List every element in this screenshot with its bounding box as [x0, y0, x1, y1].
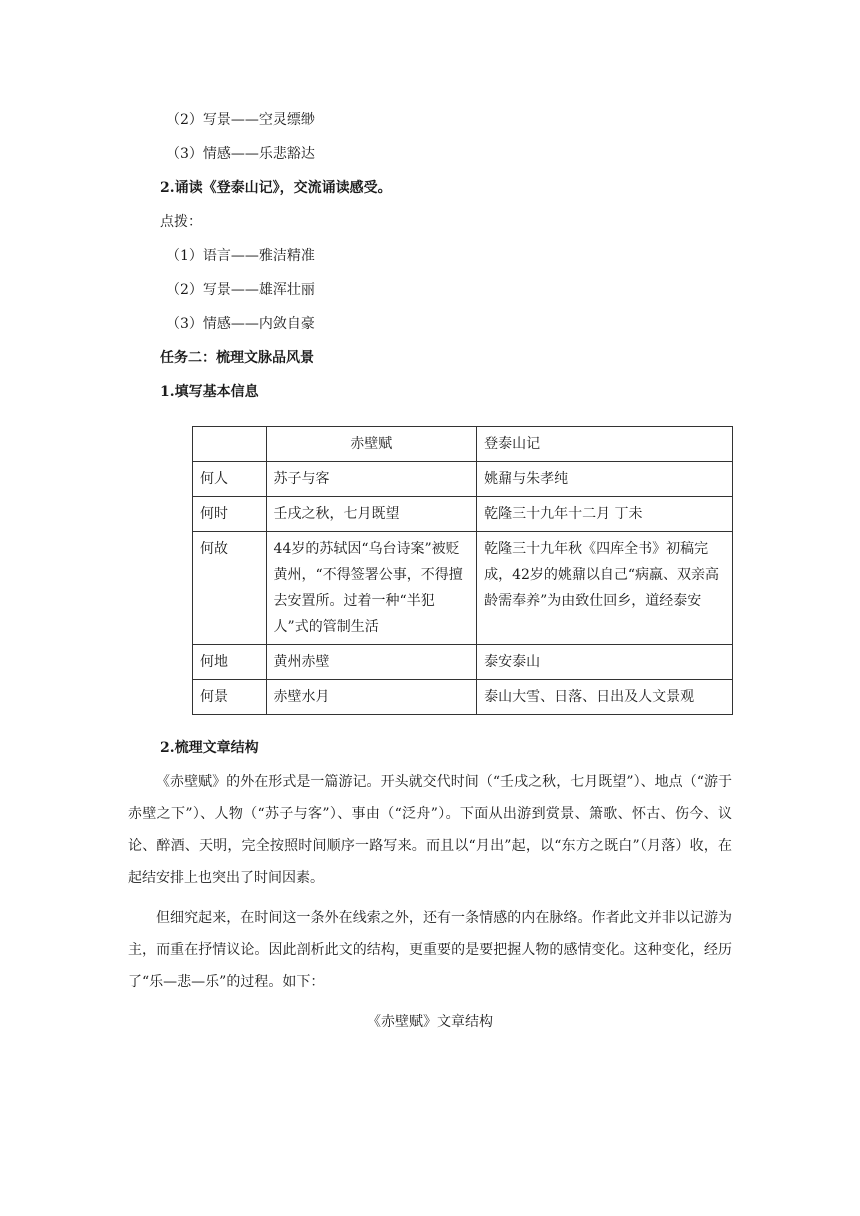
table-header-cell: 登泰山记	[477, 427, 733, 462]
table-cell: 壬戌之秋，七月既望	[266, 497, 477, 532]
tip-label: 点拨：	[160, 214, 202, 230]
recite-heading: 2.诵读《登泰山记》，交流诵读感受。	[160, 180, 392, 196]
table-row	[193, 462, 733, 497]
tip-emotion-line: （3）情感——内敛自豪	[166, 316, 315, 332]
table-cell: 赤壁水月	[266, 680, 477, 715]
table-cell: 泰山大雪、日落、日出及人文景观	[477, 680, 733, 715]
table-cell: 何地	[193, 645, 267, 680]
table-header-cell: 赤壁赋	[266, 427, 477, 462]
table-cell: 苏子与客	[266, 462, 477, 497]
info-table	[192, 426, 733, 715]
table-cell: 泰安泰山	[477, 645, 733, 680]
intro-emotion-line: （3）情感——乐悲豁达	[166, 146, 315, 162]
tip-view-line: （2）写景——雄浑壮丽	[166, 282, 315, 298]
table-cell: 何时	[193, 497, 267, 532]
fill-info-heading: 1.填写基本信息	[160, 384, 259, 400]
table-cell: 何故	[193, 532, 267, 645]
table-cell: 何景	[193, 680, 267, 715]
table-row	[193, 680, 733, 715]
paragraph-time-thread: 《赤壁赋》的外在形式是一篇游记。开头就交代时间（“壬戌之秋，七月既望”）、地点（“游于赤壁之下”）、人物（“苏子与客”）、事由（“泛舟”）。下面从出游到赏景、箫歌、怀古、伤今、议论、醉酒、天明，完全按照时间顺序一路写来。而且以“月出”起，以“东方之既白”（月落）收，在起结安排上也突出了时间因素。	[128, 774, 732, 886]
paragraph-emotion-thread: 但细究起来，在时间这一条外在线索之外，还有一条情感的内在脉络。作者此文并非以记游为主，而重在抒情议论。因此剖析此文的结构，更重要的是要把握人物的感情变化。这种变化，经历了“乐—悲—乐”的过程。如下：	[128, 910, 732, 990]
table-cell: 何人	[193, 462, 267, 497]
tip-language-line: （1）语言——雅洁精准	[166, 248, 315, 264]
intro-view-line: （2）写景——空灵缥缈	[166, 112, 315, 128]
structure-caption: 《赤壁赋》文章结构	[367, 1014, 493, 1030]
table-row	[193, 532, 733, 645]
structure-heading: 2.梳理文章结构	[160, 740, 259, 756]
table-cell: 44岁的苏轼因“乌台诗案”被贬黄州，“不得签署公事，不得擅去安置所。过着一种“半犯人”式的管制生活	[266, 532, 477, 645]
table-header-row	[193, 427, 733, 462]
table-row	[193, 645, 733, 680]
table-cell: 黄州赤壁	[266, 645, 477, 680]
table-row	[193, 497, 733, 532]
task2-heading: 任务二：梳理文脉品风景	[160, 350, 314, 366]
table-cell: 姚鼐与朱孝纯	[477, 462, 733, 497]
table-cell: 乾隆三十九年十二月 丁未	[477, 497, 733, 532]
table-cell: 乾隆三十九年秋《四库全书》初稿完成，42岁的姚鼐以自己“病羸、双亲高龄需奉养”为由致仕回乡，道经泰安	[477, 532, 733, 645]
table-header-cell	[193, 427, 267, 462]
